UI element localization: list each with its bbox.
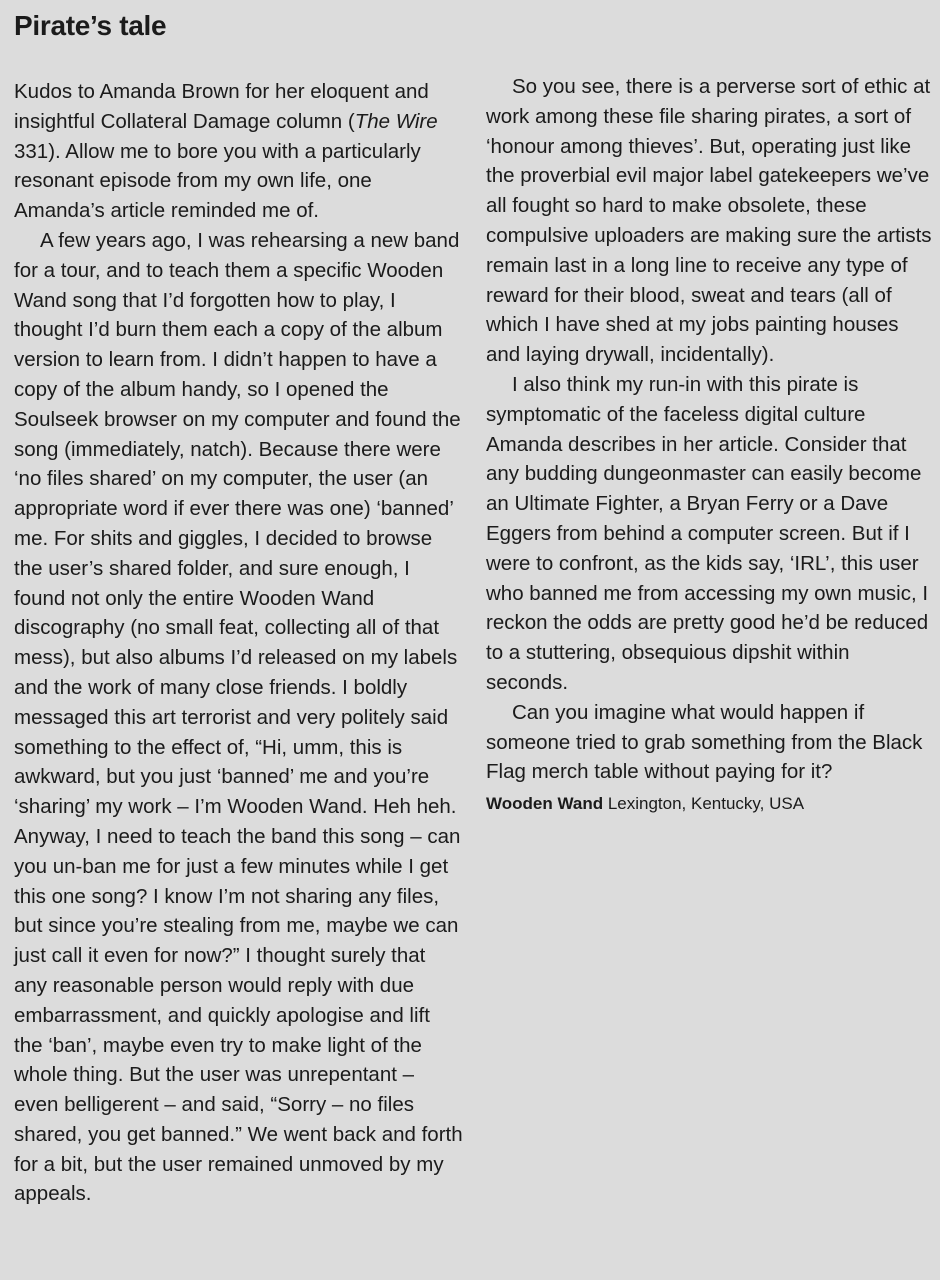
paragraph-ethic: So you see, there is a perverse sort of ethic at work among these file sharing pirates, a sort of ‘honour among thieves’. But, operating just like the proverbial evil major label gatekeepers we’ve all fought so hard to make obsolete, these compulsive uploaders are making sure the artists remain last in a long line to receive any type of reward for their blood, sweat and tears (all of which I have shed at my jobs painting houses and laying drywall, incidentally).	[486, 75, 932, 367]
magazine-name: The Wire	[354, 109, 438, 133]
signature	[486, 791, 936, 817]
paragraph-faceless-culture: I also think my run-in with this pirate is symptomatic of the faceless digital culture Amanda describes in her article. Consider that any budding dungeonmaster can easily become an Ultimate Fighter, a Bryan Ferry or a Dave Eggers from behind a computer screen. But if I were to confront, as the kids say, ‘IRL’, this user who banned me from accessing my own music, I reckon the odds are pretty good he’d be reduced to a stuttering, obsequious dipshit within seconds.	[486, 372, 929, 694]
signature-name: Wooden Wand	[486, 794, 604, 814]
paragraph-story: A few years ago, I was rehearsing a new band for a tour, and to teach them a specific Wooden Wand song that I’d forgotten how to play, I thought I’d burn them each a copy of the album version to learn from. I didn’t happen to have a copy of the album handy, so I opened the Soulseek browser on my computer and found the song (immediately, natch). Because there were ‘no files shared’ on my computer, the user (an appropriate word if ever there was one) ‘banned’ me. For shits and giggles, I decided to browse the user’s shared folder, and sure enough, I found not only the entire Wooden Wand discography (no small feat, collecting all of that mess), but also albums I’d released on my labels and the work of many close friends. I boldly messaged this art terrorist and very politely said something to the effect of, “Hi, umm, this is awkward, but you just ‘banned’ me and you’re ‘sharing’ my work – I’m Wooden Wand. Heh heh. Anyway, I need to teach the band this song – can you un-ban me for just a few minutes while I get this one song? I know I’m not sharing any files, but since you’re stealing from me, maybe we can just call it even for now?” I thought surely that any reasonable person would reply with due embarrassment, and quickly apologise and lift the ‘ban’, maybe even try to make light of the whole thing. But the user was unrepentant – even belligerent – and said, “Sorry – no files shared, you get banned.” We went back and forth for a bit, but the user remained unmoved by my appeals.	[14, 228, 463, 1206]
article-title: Pirate’s tale	[14, 10, 167, 41]
signature-location: Lexington, Kentucky, USA	[607, 794, 805, 814]
paragraph-intro-end: 331). Allow me to bore you with a particularly resonant episode from my own life, one Amanda’s article reminded me of.	[14, 139, 421, 223]
left-column	[14, 77, 464, 1209]
paragraph-closing: Can you imagine what would happen if someone tried to grab something from the Black Flag merch table without paying for it?	[486, 700, 923, 784]
paragraph-intro	[14, 77, 464, 226]
paragraph-intro-start: Kudos to Amanda Brown for her eloquent and insightful Collateral Damage column (	[14, 80, 429, 133]
right-column	[486, 72, 936, 817]
